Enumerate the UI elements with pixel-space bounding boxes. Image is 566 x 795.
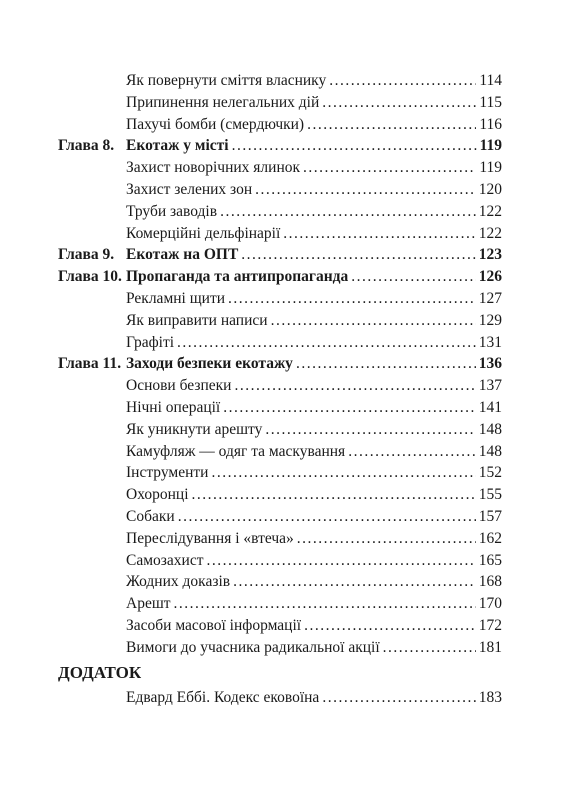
- toc-entry: [126, 157, 502, 179]
- toc-entry: [126, 201, 502, 223]
- toc-item-row: [0, 506, 566, 528]
- toc-entry: [126, 288, 502, 310]
- toc-item-row: [0, 179, 566, 201]
- toc-dot-leader: [283, 223, 475, 245]
- toc-item-row: [0, 462, 566, 484]
- toc-page-number: 181: [478, 638, 502, 656]
- toc-item-row: [0, 70, 566, 92]
- toc-page-number: 170: [478, 595, 502, 613]
- toc-dot-leader: [232, 135, 477, 157]
- toc-dot-leader: [177, 332, 476, 354]
- toc-item-row: [0, 637, 566, 659]
- toc-entry: [126, 419, 502, 441]
- toc-entry: [126, 593, 502, 615]
- toc-entry: [126, 244, 502, 266]
- toc-dot-leader: [383, 637, 476, 659]
- toc-page-number: 155: [478, 486, 502, 504]
- toc-entry-title: Екотаж у місті: [126, 137, 229, 155]
- toc-item-row: [0, 484, 566, 506]
- toc-dot-leader: [322, 92, 476, 114]
- toc-item-row: [0, 441, 566, 463]
- toc-dot-leader: [255, 179, 476, 201]
- toc-entry-title: Захист зелених зон: [126, 180, 253, 198]
- toc-entry: [126, 484, 502, 506]
- toc-item-row: [0, 201, 566, 223]
- toc-entry: [126, 687, 502, 709]
- toc-page-number: 114: [479, 72, 502, 89]
- toc-entry: [126, 223, 502, 245]
- toc-entry-title: Охоронці: [126, 486, 189, 504]
- toc-page-number: 162: [478, 529, 502, 547]
- toc-page-number: 141: [478, 398, 502, 416]
- toc-item-row: [0, 223, 566, 245]
- toc-chapter-number: Глава 10.: [58, 268, 122, 286]
- toc-page-number: 116: [479, 115, 502, 133]
- toc-item-row: [0, 332, 566, 354]
- toc-entry: [126, 92, 502, 114]
- toc-chapter-row: [0, 244, 566, 266]
- toc-entry: [126, 550, 502, 572]
- toc-page-number: 126: [478, 268, 502, 286]
- toc-item-row: [0, 114, 566, 136]
- toc-dot-leader: [307, 114, 476, 136]
- toc-dot-leader: [241, 244, 475, 266]
- toc-chapter-row: [0, 266, 566, 288]
- toc-dot-leader: [297, 528, 476, 550]
- toc-page-number: 129: [478, 311, 502, 329]
- toc-item-row: [0, 92, 566, 114]
- toc-item-row: [0, 550, 566, 572]
- toc-dot-leader: [174, 593, 476, 615]
- toc-page-number: 168: [478, 573, 502, 591]
- toc-page-number: 148: [478, 420, 502, 438]
- toc-page-number: 148: [478, 442, 502, 460]
- toc-dot-leader: [233, 571, 476, 593]
- toc-entry-title: ДОДАТОК: [58, 662, 142, 682]
- toc-item-row: [0, 528, 566, 550]
- toc-entry-title: Труби заводів: [126, 202, 218, 220]
- toc-chapter-row: [0, 353, 566, 375]
- toc-dot-leader: [329, 70, 476, 92]
- toc-entry: [126, 70, 502, 92]
- toc-entry-title: Комерційні дельфінарії: [126, 224, 281, 242]
- toc-entry-title: Нічні операції: [126, 398, 221, 416]
- toc-dot-leader: [271, 310, 476, 332]
- toc-entry-title: Заходи безпеки екотажу: [126, 355, 293, 373]
- toc-page-number: 119: [479, 159, 502, 177]
- toc-page-number: 122: [478, 224, 502, 242]
- toc-dot-leader: [304, 615, 476, 637]
- toc-entry: [126, 375, 502, 397]
- toc-dot-leader: [234, 375, 475, 397]
- toc-dot-leader: [178, 506, 476, 528]
- toc-chapter-number: Глава 8.: [58, 137, 115, 155]
- toc-entry-title: Графіті: [126, 333, 175, 351]
- toc-entry-title: Пропаганда та антипропаганда: [126, 268, 349, 286]
- toc-item-row: [0, 310, 566, 332]
- toc-page-number: 152: [478, 464, 502, 482]
- toc-entry-title: Едвард Еббі. Кодекс ековоїна: [126, 688, 320, 706]
- toc-entry-title: Захист новорічних ялинок: [126, 159, 301, 177]
- toc-dot-leader: [223, 397, 476, 419]
- toc-page-number: 183: [478, 688, 502, 706]
- toc-entry-title: Самозахист: [126, 551, 204, 569]
- toc-entry-title: Пахучі бомби (смердючки): [126, 115, 305, 133]
- toc-dot-leader: [303, 157, 476, 179]
- toc-page-number: 119: [479, 137, 502, 155]
- toc-entry-title: Основи безпеки: [126, 377, 232, 395]
- toc-item-row: [0, 157, 566, 179]
- toc-page-number: 120: [478, 180, 502, 198]
- toc-page-number: 136: [478, 355, 502, 373]
- toc-page-number: 122: [478, 202, 502, 220]
- toc-entry: [126, 397, 502, 419]
- toc-entry: [126, 114, 502, 136]
- toc-item-row: [0, 375, 566, 397]
- toc-entry: [126, 571, 502, 593]
- toc-dot-leader: [206, 550, 475, 572]
- toc-page-number: 127: [478, 289, 502, 307]
- toc-dot-leader: [348, 441, 476, 463]
- toc-dot-leader: [220, 201, 476, 223]
- toc-entry-title: Камуфляж — одяг та маскування: [126, 442, 346, 460]
- toc-entry-title: Жодних доказів: [126, 573, 231, 591]
- toc-entry: [126, 528, 502, 550]
- toc-entry-title: Як виправити написи: [126, 311, 268, 329]
- toc-entry-title: Рекламні щити: [126, 289, 226, 307]
- toc-entry-title: Засоби масової інформації: [126, 616, 302, 634]
- toc-entry: [126, 353, 502, 375]
- toc-entry: [126, 135, 502, 157]
- toc-entry: [126, 179, 502, 201]
- toc-page-number: 137: [478, 377, 502, 395]
- toc-entry-title: Собаки: [126, 507, 175, 525]
- toc-entry: [126, 266, 502, 288]
- toc-item-row: [0, 615, 566, 637]
- toc-page-number: 172: [478, 616, 502, 634]
- toc-entry: [126, 615, 502, 637]
- toc-dot-leader: [322, 687, 475, 709]
- toc-entry: [126, 332, 502, 354]
- toc-dot-leader: [211, 462, 475, 484]
- toc-item-row: [0, 419, 566, 441]
- toc-item-row: [0, 288, 566, 310]
- toc-entry: [58, 659, 502, 687]
- toc-dot-leader: [228, 288, 476, 310]
- toc-item-row: [0, 593, 566, 615]
- toc-chapter-row: [0, 135, 566, 157]
- toc-entry: [126, 637, 502, 659]
- toc-entry-title: Арешт: [126, 595, 171, 613]
- toc-entry-title: Припинення нелегальних дій: [126, 93, 320, 111]
- toc-page-number: 115: [479, 93, 502, 111]
- toc-entry-title: Екотаж на ОПТ: [126, 246, 239, 264]
- toc-dot-leader: [296, 353, 476, 375]
- toc-page-number: 131: [478, 333, 502, 351]
- toc-entry: [126, 310, 502, 332]
- toc-page-number: 165: [478, 551, 502, 569]
- table-of-contents: [0, 70, 566, 708]
- toc-page-number: 123: [478, 246, 502, 264]
- toc-entry: [126, 462, 502, 484]
- toc-entry-title: Вимоги до учасника радикальної акції: [126, 638, 380, 656]
- toc-item-row: [0, 571, 566, 593]
- toc-chapter-number: Глава 11.: [58, 355, 122, 373]
- toc-dot-leader: [351, 266, 476, 288]
- toc-page-number: 157: [478, 507, 502, 525]
- toc-dot-leader: [265, 419, 475, 441]
- toc-entry-title: Як уникнути арешту: [126, 420, 263, 438]
- toc-entry-title: Як повернути сміття власнику: [126, 72, 327, 89]
- toc-entry-title: Переслідування і «втеча»: [126, 529, 294, 547]
- toc-entry: [126, 506, 502, 528]
- toc-section-heading: [0, 659, 566, 687]
- toc-item-row: [0, 397, 566, 419]
- toc-entry-title: Інструменти: [126, 464, 209, 482]
- toc-chapter-number: Глава 9.: [58, 246, 115, 264]
- toc-dot-leader: [192, 484, 476, 506]
- toc-entry: [126, 441, 502, 463]
- toc-item-row: [0, 687, 566, 709]
